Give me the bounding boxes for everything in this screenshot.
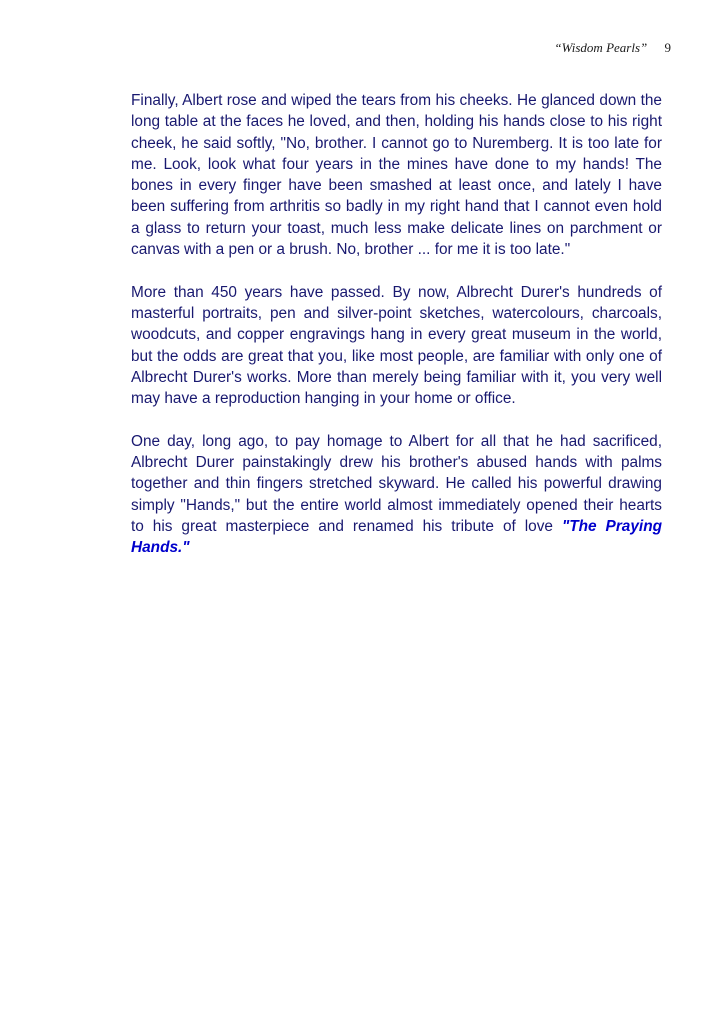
body-text bbox=[131, 90, 662, 580]
paragraph: More than 450 years have passed. By now, Albrecht Durer's hundreds of masterful portraits, pen and silver-point sketches, watercolours, charcoals, woodcuts, and copper engravings hang in every great museum in the world, but the odds are great that you, like most people, are familiar with only one of Albrecht Durer's works. More than merely being familiar with it, you very well may have a reproduction hanging in your home or office. bbox=[131, 283, 662, 408]
paragraph: Finally, Albert rose and wiped the tears from his cheeks. He glanced down the long table at the faces he loved, and then, holding his hands close to his right cheek, he said softly, "No, brother. I cannot go to Nuremberg. It is too late for me. Look, look what four years in the mines have done to my hands! The bones in every finger have been smashed at least once, and lately I have been suffering from arthritis so badly in my right hand that I cannot even hold a glass to return your toast, much less make delicate lines on parchment or canvas with a pen or a brush. No, brother ... for me it is too late." bbox=[131, 92, 662, 259]
header-title: “Wisdom Pearls” bbox=[554, 40, 648, 55]
paragraph bbox=[131, 431, 662, 559]
emphasized-title: "The Praying Hands." bbox=[131, 517, 663, 557]
running-header bbox=[554, 40, 671, 56]
page-number: 9 bbox=[664, 40, 671, 55]
paragraph-text: One day, long ago, to pay homage to Albert for all that he had sacrificed, Albrecht Durer painstakingly drew his brother's abused hands with palms together and thin fingers stretched skyward. He called his powerful drawing simply "Hands," but the entire world almost immediately opened their hearts to his great masterpiece and renamed his tribute of love bbox=[131, 432, 662, 535]
